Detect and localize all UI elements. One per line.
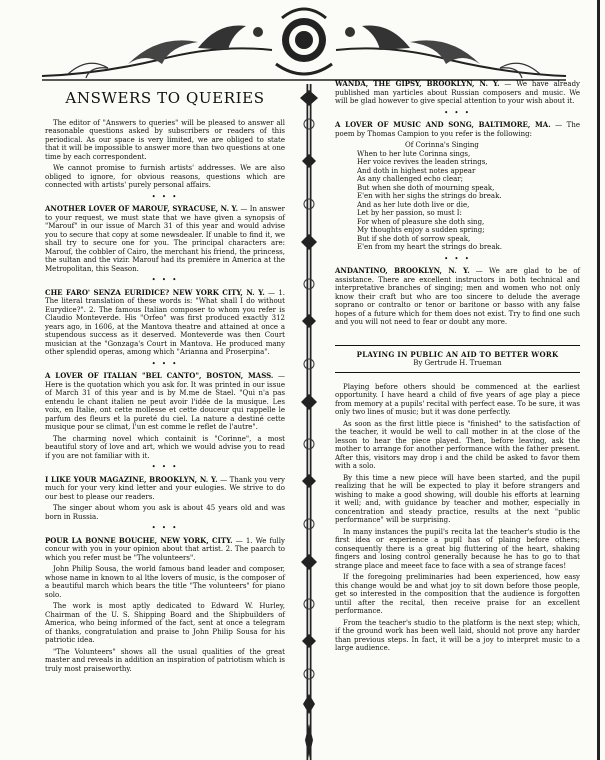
intro-paragraph: We cannot promise to furnish artists' addresses. We are also obliged to ignore, for obvious reasons, questions which are connected with artists' purely personal affairs. (45, 164, 285, 189)
query-answer: We have already published man yarticles about Russian composers and music. We will be glad however to give special attention to your wish about it. (335, 80, 581, 105)
poem-title: Of Corinna's Singing (405, 141, 479, 149)
article-paragraph: As soon as the first little piece is "finished" to the satisfaction of the teacher, it would be well to call mother in at the close of the lesson to hear the piece played. Then, before leaving, ask the mother to arrange for another performance with the father present. After this, visitors may drop i and the child be asked to favor them with a solo. (335, 419, 580, 470)
article-body (335, 383, 580, 653)
query-answer: In answer to your request, we must state that we have given a synopsis of "Marouf" in our issue of March 31 of this year and would advise you to secure that copy at some newsdealer. If unable to find it, we shall try to secure one for you. The principal characters are: Marouf, the cobbler of Cairo, the merchant his friend, the princess, the sultan and the vizir. Marouf had its première in America at the Metropolitan, this Season. (45, 205, 286, 273)
query-entry: A LOVER OF MUSIC AND SONG, BALTIMORE, MA. — The poem by Thomas Campion to you refer is the following: (335, 120, 580, 138)
poem-line: And as her lute doth live or die, (357, 200, 470, 209)
header-ornament (38, 4, 570, 84)
poem-line: E'en from my heart the strings do break. (357, 243, 502, 251)
poem-line: And doth in highest notes appear (357, 166, 476, 175)
section-separator: • • • (444, 254, 471, 263)
query-heading: A LOVER OF MUSIC AND SONG, BALTIMORE, MA. (335, 120, 551, 129)
query-entry: I LIKE YOUR MAGAZINE, BROOKLYN, N. Y. — Thank you very much for your very kind letter and your eulogies. We strive to do our best to please our readers. (45, 474, 285, 501)
query-answer: The poem by Thomas Campion to you refer is the following: (335, 121, 580, 138)
section-separator: • • • (151, 359, 179, 368)
poem-line: But if she doth of sorrow speak, (357, 234, 471, 243)
poem-block (357, 141, 580, 252)
query-entry: ANDANTINO, BROOKLYN, N. Y. — We are glad to be of assistance. There are excellent instructors in both technical and interpretative branches of singing; men and women who not only know their craft but who are too sincere to delude the average soprano or contralto or tenor or baritone or basso with any false hopes of a future which for them does not exist. Try to find one such and you will not need to fear or doubt any more. (335, 266, 581, 326)
answer-paragraph: The charming novel which containit is "Corinne", a most beautiful story of love and art, which we would advise you to read if you are not familiar with it. (45, 434, 285, 460)
poem-line: As any challenged echo clear; (357, 175, 463, 183)
query-heading: ANDANTINO, BROOKLYN, N. Y. (335, 266, 470, 275)
section-separator: • • • (444, 108, 471, 117)
query-answer: 1. We fully concur with you in your opinion about that artist. 2. The paarch to which you refer must be "The volunteers". (45, 536, 285, 562)
left-items (45, 119, 285, 674)
section-separator: • • • (151, 192, 179, 201)
poem-line: But when she doth of mourning speak, (357, 183, 495, 192)
poem-line: Her voice revives the leaden strings, (357, 158, 488, 166)
left-column (45, 90, 285, 676)
right-items (335, 80, 580, 327)
query-heading: WANDA, THE GIPSY, BROOKLYN, N. Y. (335, 79, 500, 88)
poem-line: When to her lute Corinna sings, (357, 149, 471, 158)
page-edge-bar (597, 0, 600, 760)
query-heading: POUR LA BONNE BOUCHE, NEW YORK, CITY. (45, 535, 233, 545)
query-heading: A LOVER OF ITALIAN "BEL CANTO", BOSTON, MASS. (45, 371, 274, 380)
query-entry: WANDA, THE GIPSY, BROOKLYN, N. Y. — We have already published man yarticles about Russian composers and music. We will be glad however to give special attention to your wish about it. (335, 79, 581, 105)
center-divider-ornament (296, 84, 322, 760)
page-title: ANSWERS TO QUERIES (65, 89, 265, 107)
query-answer: We are glad to be of assistance. There are excellent instructors in both technical and interpretative branches of singing; men and women who not only know their craft but who are too sincere to delude the average soprano or contralto or tenor or baritone or basso with any false hopes of a future which for them does not exist. Try to find one such and you will not need to fear or doubt any more. (335, 267, 581, 326)
section-separator: • • • (151, 276, 179, 284)
query-answer: Thank you very much for your very kind letter and your eulogies. We strive to do our best to please our readers. (45, 475, 285, 501)
query-answer: 1. The literal translation of these words is: "What shall I do without Eurydice?". 2. The famous Italian composer to whom you refer is Claudio Monteverde. His "Orfeo" was first produced exactly 312 years ago, in 1606, at the Mantova theatre and attained at once a stupendous success as it deserved. Monteverde was then Court musician at the "Gonzaga's Court in Mantova. He produced many other splendid operas, among which "Arianna and Proserpina". (45, 288, 285, 356)
query-entry: A LOVER OF ITALIAN "BEL CANTO", BOSTON, MASS. — Here is the quotation which you ask for. It was printed in our issue of March 31 of this year and is by M.me de Stael. "Qui n'a pas entendu le chant italien ne peut avoir l'idée de la musique. Les voix, en Italie, ont cette mollesse et cette douceur qui rappelle le parfum des fleurs et la pureté du ciel. La nature a destiné cette musique pour se climat, l'un est comme le reflet de l'autre". (45, 371, 285, 431)
query-heading: ANOTHER LOVER OF MAROUF, SYRACUSE, N. Y. (45, 204, 239, 213)
article-byline: By Gertrude H. Trueman (413, 359, 502, 367)
poem-line: Let by her passion, so must I: (357, 209, 462, 217)
right-column (335, 80, 580, 656)
poem-line: For when of pleasure she doth sing, (357, 217, 485, 226)
answer-paragraph: The work is most aptly dedicated to Edward W. Hurley, Chairman of the U. S. Shipping Board and the Shipbuilders of America, who being informed of the fact, sent at once a telegram of thanks, congratulation and praise to John Philip Sousa for his patriotic idea. (45, 602, 285, 644)
query-heading: I LIKE YOUR MAGAZINE, BROOKLYN, N. Y. (45, 474, 218, 484)
query-heading: CHE FARO' SENZA EURIDICE? NEW YORK CITY, N. Y. (45, 287, 265, 297)
answer-paragraph: "The Volunteers" shows all the usual qualities of the great master and reveals in addition an inspiration of patriotism which is truly most praiseworthy. (45, 647, 285, 673)
answer-paragraph: John Philip Sousa, the world famous band leader and composer, whose name in known to al lthe lovers of music, is the composer of a beautiful march which bears the title "The volunteers" for piano solo. (45, 565, 285, 599)
answer-paragraph: The singer about whom you ask is about 45 years old and was born in Russia. (45, 504, 285, 521)
article-paragraph: In many instances the pupil's recita lat the teacher's studio is the first idea or experience a pupil has of plaing before others; consequently there is a great big fluttering of the heart, shaking fingers and losing control generally because he has to go to that strange place and meeet face to face with a sea of strange faces! (335, 527, 580, 570)
article-paragraph: Playing before others should be commenced at the earliest opportunity. I have heard a child of five years of age play a piece from memory at a pupils' recital with perfect ease. To be sure, it was only two lines of music; but it was done perfectly. (335, 382, 580, 416)
poem-line: E'en with her sighs the strings do break. (357, 192, 502, 200)
intro-paragraph: The editor of "Answers to queries" will be pleased to answer all reasonable questions asked by subscribers or readers of this periodical. As our space is very limited, we are obliged to state that it will be impossible to answer more than two questions at one time by each correspondent. (45, 118, 285, 161)
section-separator: • • • (151, 463, 179, 471)
article-title-block (335, 345, 580, 373)
section-separator: • • • (151, 524, 179, 532)
article-paragraph: From the teacher's studio to the platform is the next step; which, if the ground work has been well laid, should not prove any harder than previous steps. In fact, it will be a joy to interpret music to a large audience. (335, 618, 580, 652)
article-paragraph: By this time a new piece will have been started, and the pupil realizing that he will be expected to play it before strangers and wishing to make a good showing, will double his efforts at learning it well; and, with guidance by teacher and mother, especially in concentration and steady practice, results at the next "public performance" will be surprising. (335, 473, 580, 524)
query-entry: POUR LA BONNE BOUCHE, NEW YORK, CITY. — 1. We fully concur with you in your opinion about that artist. 2. The paarch to which you refer must be "The volunteers". (45, 535, 285, 562)
poem-line: My thoughts enjoy a sudden spring; (357, 226, 485, 234)
article-title: PLAYING IN PUBLIC AN AID TO BETTER WORK (356, 349, 559, 359)
article-paragraph: If the foregoing preliminaries had been experienced, how easy this change would be and what joy to sit down before those people, get so interested in the composition that the audience is forgotten until after the recital, then receive praise for an excellent performance. (335, 573, 580, 615)
query-entry: ANOTHER LOVER OF MAROUF, SYRACUSE, N. Y. — In answer to your request, we must state that we have given a synopsis of "Marouf" in our issue of March 31 of this year and would advise you to secure that copy at some newsdealer. If unable to find it, we shall try to secure one for you. The principal characters are: Marouf, the cobbler of Cairo, the merchant his friend, the princess, the sultan and the vizir. Marouf had its première in America at the Metropolitan, this Season. (45, 204, 286, 273)
query-answer: Here is the quotation which you ask for. It was printed in our issue of March 31 of this year and is by M.me de Stael. "Qui n'a pas entendu le chant italien ne peut avoir l'idée de la musique. Les voix, en Italie, ont cette mollesse et cette douceur qui rappelle le parfum des fleurs et la pureté du ciel. La nature a destiné cette musique pour se climat, l'un est comme le reflet de l'autre". (45, 380, 285, 431)
query-entry: CHE FARO' SENZA EURIDICE? NEW YORK CITY, N. Y. — 1. The literal translation of these words is: "What shall I do without Eurydice?". 2. The famous Italian composer to whom you refer is Claudio Monteverde. His "Orfeo" was first produced exactly 312 years ago, in 1606, at the Mantova theatre and attained at once a stupendous success as it deserved. Monteverde was then Court musician at the "Gonzaga's Court in Mantova. He produced many other splendid operas, among which "Arianna and Proserpina". (45, 287, 285, 356)
